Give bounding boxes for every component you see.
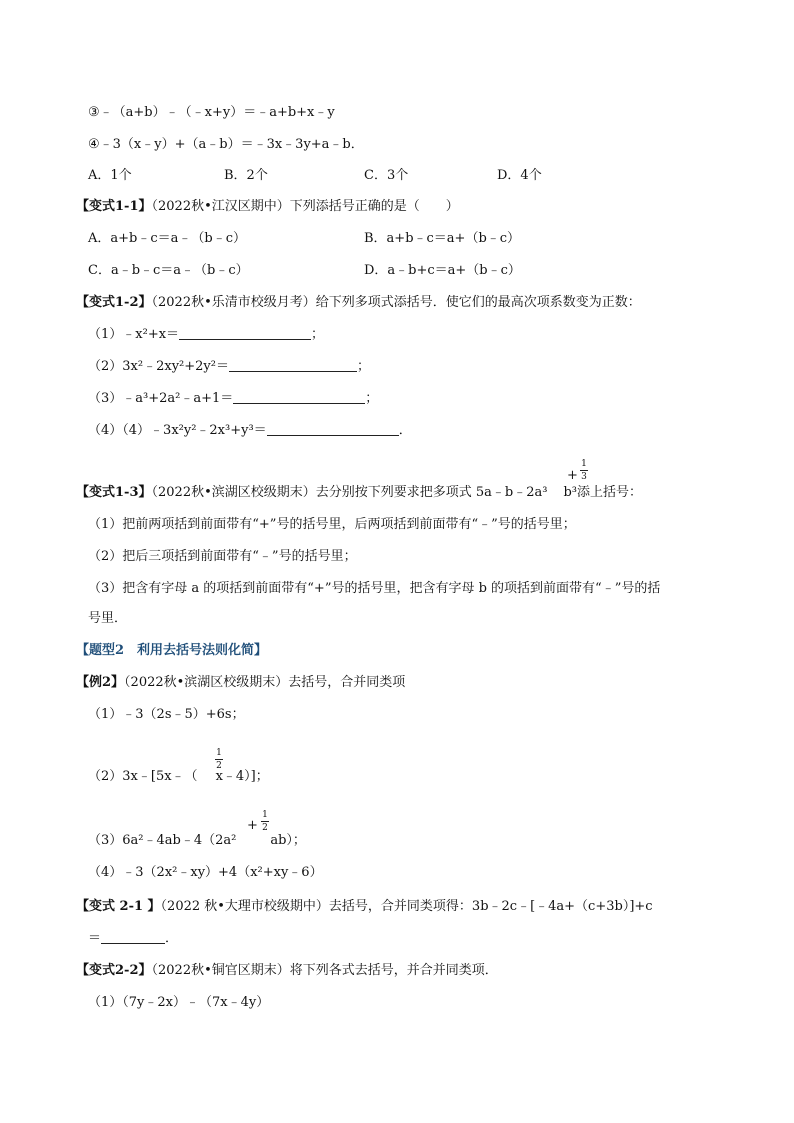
answer-blank[interactable] bbox=[101, 930, 165, 944]
fraction-numerator: 1 bbox=[216, 748, 222, 758]
v12-item-2 bbox=[88, 358, 370, 376]
fraction-numerator: 1 bbox=[581, 459, 587, 469]
ex2-item-1: （1）﹣3（2s﹣5）+6s； bbox=[88, 707, 245, 722]
example-tag: 【例2】 bbox=[76, 675, 125, 690]
fraction-denominator: 2 bbox=[262, 823, 268, 833]
v12-item-3 bbox=[88, 390, 378, 408]
variant-stem-end: b³添上括号： bbox=[563, 485, 643, 500]
v21-answer-line bbox=[88, 930, 178, 948]
plus-sign: + bbox=[567, 468, 578, 483]
variant-tag: 【变式1-3】 bbox=[76, 485, 152, 500]
fraction-numerator: 1 bbox=[262, 810, 268, 820]
item-end: ； bbox=[356, 359, 370, 374]
q1-option-a: A．1个 bbox=[88, 168, 132, 183]
v13-item-2: （2）把后三项括到前面带有“﹣”号的括号里； bbox=[88, 549, 357, 564]
fraction-denominator: 2 bbox=[216, 761, 222, 771]
item-text: （2）3x²﹣2xy²+2y²＝ bbox=[88, 359, 229, 374]
v11-option-d: D．a﹣b+c＝a+（b﹣c） bbox=[364, 263, 521, 278]
item-text: （1）﹣x²+x＝ bbox=[88, 327, 180, 342]
variant-2-2 bbox=[76, 962, 498, 980]
variant-stem: （2022秋•乐清市校级月考）给下列多项式添括号．使它们的最高次项系数变为正数： bbox=[151, 295, 641, 310]
ex2-item-4: （4）﹣3（2x²﹣xy）+4（x²+xy﹣6） bbox=[88, 865, 323, 880]
item-end: ； bbox=[311, 327, 325, 342]
v22-item-1: （1）（7y﹣2x）﹣（7x﹣4y） bbox=[88, 995, 270, 1010]
ex2-item-3 bbox=[88, 832, 306, 850]
q1-item-3: ③﹣（a+b）﹣（﹣x+y）＝﹣a+b+x﹣y bbox=[88, 105, 335, 120]
q1-option-b: B．2个 bbox=[224, 168, 268, 183]
q1-option-d: D．4个 bbox=[497, 168, 542, 183]
fraction-one-half bbox=[261, 810, 269, 833]
ex2-item-2 bbox=[88, 768, 269, 786]
line-end: ． bbox=[165, 931, 179, 946]
variant-2-1 bbox=[76, 898, 653, 916]
variant-tag: 【变式2-2】 bbox=[76, 963, 152, 978]
v11-option-a: A．a+b﹣c＝a﹣（b﹣c） bbox=[88, 231, 246, 246]
v12-item-4 bbox=[88, 422, 412, 440]
item-text: （3）﹣a³+2a²﹣a+1＝ bbox=[88, 391, 234, 406]
variant-tag: 【变式1-1】 bbox=[76, 199, 152, 214]
fraction-denominator: 3 bbox=[581, 472, 587, 482]
item-text: （4）（4）﹣3x²y²﹣2x³+y³＝ bbox=[88, 423, 267, 438]
q1-item-4: ④﹣3（x﹣y）+（a﹣b）＝﹣3x﹣3y+a﹣b． bbox=[88, 137, 364, 152]
variant-1-2 bbox=[76, 294, 641, 312]
variant-tag: 【变式1-2】 bbox=[76, 295, 152, 310]
v13-item-3-cont: 号里． bbox=[88, 611, 128, 626]
v12-item-1 bbox=[88, 326, 324, 344]
variant-stem: （2022秋•江汉区期中）下列添括号正确的是（ ） bbox=[151, 199, 459, 214]
v13-item-3: （3）把含有字母 a 的项括到前面带有“+”号的括号里，把含有字母 b 的项括到前面带有“﹣”号的括 bbox=[88, 581, 661, 596]
variant-stem: （2022秋•滨湖区校级期末）去分别按下列要求把多项式 5a﹣b﹣2a³ bbox=[151, 485, 548, 500]
variant-stem: （2022秋•铜官区期末）将下列各式去括号，并合并同类项． bbox=[151, 963, 498, 978]
item-end: ． bbox=[398, 423, 412, 438]
item-text-end: ab）； bbox=[270, 833, 306, 848]
answer-blank[interactable] bbox=[267, 422, 399, 436]
topic-2-heading: 【题型2 利用去括号法则化简】 bbox=[76, 643, 268, 658]
v11-option-c: C．a﹣b﹣c＝a﹣（b﹣c） bbox=[88, 263, 249, 278]
answer-blank[interactable] bbox=[229, 358, 357, 372]
variant-1-1 bbox=[76, 198, 459, 216]
example-stem: （2022秋•滨湖区校级期末）去括号，合并同类项 bbox=[124, 675, 406, 690]
item-text-end: x﹣4）]； bbox=[215, 769, 269, 784]
variant-tag: 【变式 2-1 】 bbox=[76, 899, 161, 914]
example-2 bbox=[76, 674, 405, 692]
answer-blank[interactable] bbox=[179, 326, 311, 340]
item-text: （2）3x﹣[5x﹣（ bbox=[88, 769, 198, 784]
item-text: （3）6a²﹣4ab﹣4（2a² bbox=[88, 833, 237, 848]
equals-sign: ＝ bbox=[88, 931, 102, 946]
q1-option-c: C．3个 bbox=[364, 168, 409, 183]
fraction-one-third bbox=[580, 459, 588, 482]
variant-1-3 bbox=[76, 484, 642, 502]
v11-option-b: B．a+b﹣c＝a+（b﹣c） bbox=[364, 231, 521, 246]
plus-sign: + bbox=[247, 818, 258, 833]
answer-blank[interactable] bbox=[233, 390, 365, 404]
variant-stem: （2022 秋•大理市校级期中）去括号，合并同类项得：3b﹣2c﹣[﹣4a+（c+3b）]+c bbox=[160, 899, 653, 914]
v13-item-1: （1）把前两项括到前面带有“+”号的括号里，后两项括到前面带有“﹣”号的括号里； bbox=[88, 517, 576, 532]
item-end: ； bbox=[365, 391, 379, 406]
